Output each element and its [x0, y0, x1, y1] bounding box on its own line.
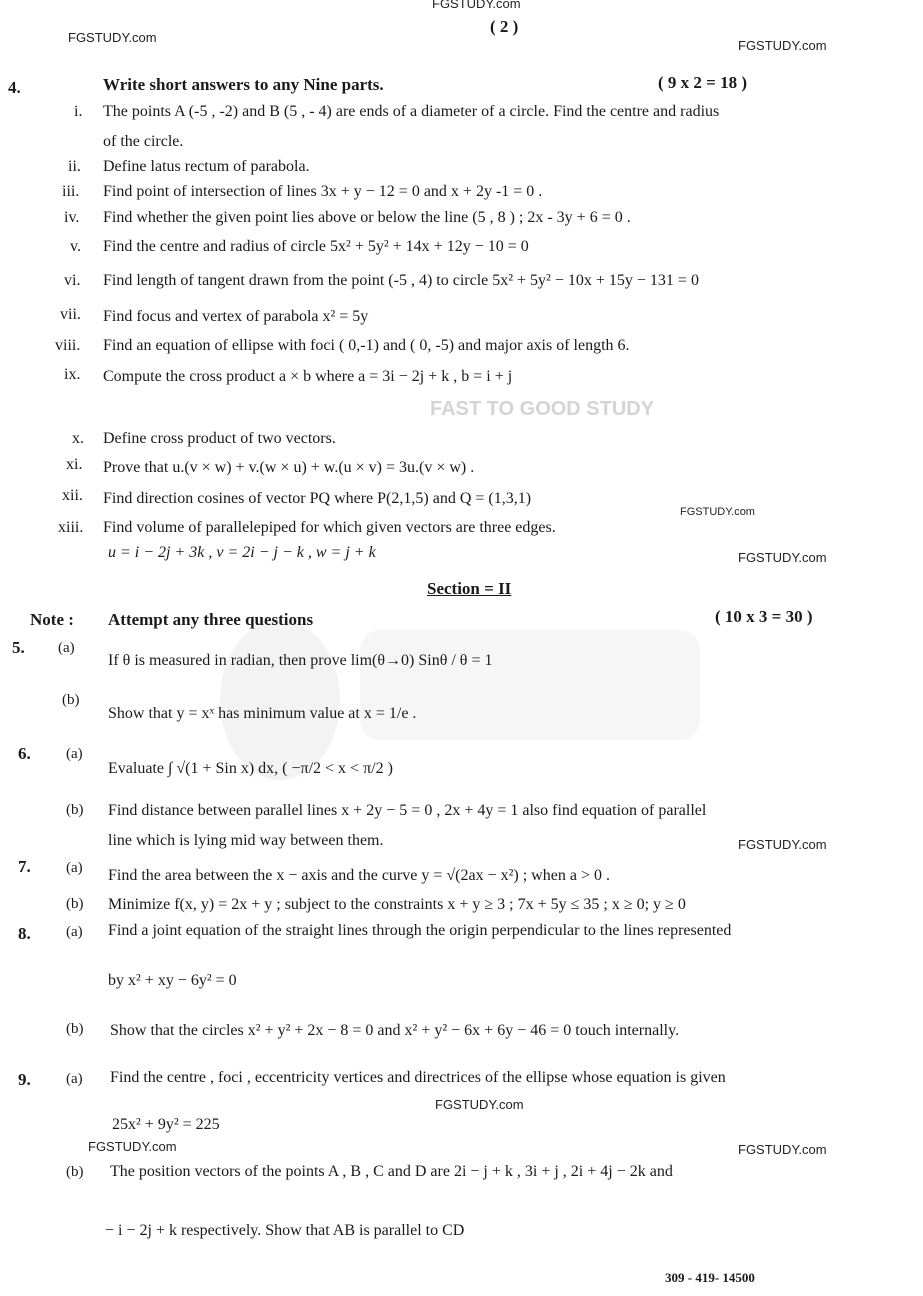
sub-text: The position vectors of the points A , B , C and D are 2i − j + k , 3i + j , 2i + 4j − 2k and [110, 1163, 673, 1180]
sub-label: (b) [62, 692, 80, 708]
sub-text-cont: − i − 2j + k respectively. Show that AB is parallel to CD [105, 1222, 465, 1239]
sub-label: (b) [66, 1021, 84, 1037]
part-text: Prove that u.(v × w) + v.(w × u) + w.(u × v) = 3u.(v × w) . [103, 459, 475, 476]
part-number: iii. [62, 183, 80, 200]
part-text: The points A (-5 , -2) and B (5 , - 4) are ends of a diameter of a circle. Find the centre and radius [103, 103, 720, 120]
part-number: i. [74, 103, 83, 120]
part-number: ix. [64, 366, 81, 383]
sub-label: (b) [66, 1164, 84, 1180]
watermark-right: FGSTUDY.com [738, 1142, 827, 1157]
question-number: 4. [8, 78, 21, 97]
part-text: Find whether the given point lies above or below the line (5 , 8 ) ; 2x - 3y + 6 = 0 . [103, 209, 631, 226]
watermark-right: FGSTUDY.com [738, 38, 827, 53]
watermark-right: FGSTUDY.com [738, 837, 827, 852]
sub-text: Evaluate ∫ √(1 + Sin x) dx, ( −π/2 < x < π/2 ) [108, 760, 393, 777]
sub-text: Find the area between the x − axis and the curve y = √(2ax − x²) ; when a > 0 . [108, 867, 610, 884]
part-text: Find length of tangent drawn from the point (-5 , 4) to circle 5x² + 5y² − 10x + 15y − 131 = 0 [103, 272, 699, 289]
part-text: Find focus and vertex of parabola x² = 5y [103, 308, 369, 325]
watermark-left: FGSTUDY.com [68, 30, 157, 45]
part-number: viii. [55, 337, 81, 354]
watermark-inline: FGSTUDY.com [435, 1097, 524, 1112]
sub-label: (b) [66, 802, 84, 818]
part-number: xii. [62, 487, 83, 504]
sub-text: Find a joint equation of the straight lines through the origin perpendicular to the lines represented [108, 922, 732, 939]
part-text: Find an equation of ellipse with foci ( 0,-1) and ( 0, -5) and major axis of length 6. [103, 337, 630, 354]
question-number: 8. [18, 924, 31, 943]
sub-text-cont: by x² + xy − 6y² = 0 [108, 972, 237, 989]
part-number: v. [70, 238, 81, 255]
note-label: Note : [30, 610, 74, 629]
sub-label: (a) [66, 746, 83, 762]
part-text-cont: u = i − 2j + 3k , v = 2i − j − k , w = j + k [108, 544, 376, 561]
part-text: Define cross product of two vectors. [103, 430, 336, 447]
section-title: Section = II [427, 579, 512, 598]
sub-text: Minimize f(x, y) = 2x + y ; subject to the constraints x + y ≥ 3 ; 7x + 5y ≤ 35 ; x ≥ 0; y ≥ 0 [108, 896, 686, 913]
sub-label: (a) [66, 860, 83, 876]
watermark-top: FGSTUDY.com [432, 0, 521, 11]
sub-text: Find distance between parallel lines x + 2y − 5 = 0 , 2x + 4y = 1 also find equation of parallel [108, 802, 707, 819]
note-marks: ( 10 x 3 = 30 ) [715, 607, 813, 626]
part-text: Compute the cross product a × b where a = 3i − 2j + k , b = i + j [103, 368, 513, 385]
sub-label: (a) [58, 640, 75, 656]
part-number: x. [72, 430, 84, 447]
part-number: ii. [68, 158, 81, 175]
part-number: vi. [64, 272, 81, 289]
part-text: Find volume of parallelepiped for which given vectors are three edges. [103, 519, 556, 536]
part-number: xiii. [58, 519, 84, 536]
note-text: Attempt any three questions [108, 610, 314, 629]
part-number: iv. [64, 209, 80, 226]
part-text: Define latus rectum of parabola. [103, 158, 310, 175]
part-text: Find direction cosines of vector PQ where P(2,1,5) and Q = (1,3,1) [103, 490, 532, 507]
page-number: ( 2 ) [490, 17, 519, 36]
question-number: 5. [12, 638, 25, 657]
sub-text: Show that the circles x² + y² + 2x − 8 = 0 and x² + y² − 6x + 6y − 46 = 0 touch internally. [110, 1022, 680, 1039]
part-number: vii. [60, 306, 81, 323]
question-number: 6. [18, 744, 31, 763]
sub-text: Find the centre , foci , eccentricity vertices and directrices of the ellipse whose equation is given [110, 1069, 726, 1086]
question-number: 7. [18, 857, 31, 876]
sub-text: If θ is measured in radian, then prove lim(θ→0) Sinθ / θ = 1 [108, 652, 493, 669]
footer-code: 309 - 419- 14500 [665, 1270, 755, 1285]
question-number: 9. [18, 1070, 31, 1089]
part-text-cont: of the circle. [103, 133, 184, 150]
question-marks: ( 9 x 2 = 18 ) [658, 73, 748, 92]
watermark-right: FGSTUDY.com [738, 550, 827, 565]
sub-label: (a) [66, 924, 83, 940]
part-text: Find point of intersection of lines 3x + y − 12 = 0 and x + 2y -1 = 0 . [103, 183, 543, 200]
sub-text-cont: line which is lying mid way between them. [108, 832, 384, 849]
part-number: xi. [66, 456, 83, 473]
sub-label: (a) [66, 1071, 83, 1087]
question-heading: Write short answers to any Nine parts. [103, 75, 384, 94]
part-text: Find the centre and radius of circle 5x² + 5y² + 14x + 12y − 10 = 0 [103, 238, 529, 255]
watermark-inline: FGSTUDY.com [680, 506, 755, 518]
sub-text-cont: 25x² + 9y² = 225 [112, 1116, 220, 1133]
watermark-left: FGSTUDY.com [88, 1139, 177, 1154]
sub-label: (b) [66, 896, 84, 912]
watermark-slogan: FAST TO GOOD STUDY [430, 398, 655, 420]
sub-text: Show that y = xˣ has minimum value at x = 1/e . [108, 705, 417, 722]
